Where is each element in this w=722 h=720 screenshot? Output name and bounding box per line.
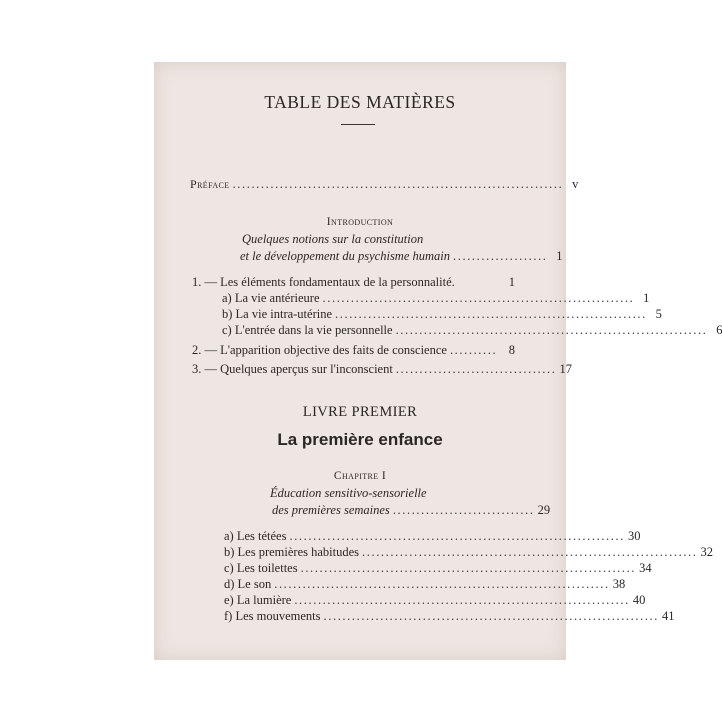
toc-entry-page: 1 (508, 275, 515, 289)
page-title: TABLE DES MATIÈRES (264, 92, 456, 112)
toc-entry-label: 1. — Les éléments fondamentaux de la personnalité. (192, 275, 455, 289)
toc-entry-page: 41 (662, 609, 675, 623)
toc-entry-page: 17 (559, 362, 572, 376)
toc-entry-2: 2. — L'apparition objective des faits de conscience .......... 8 (192, 343, 515, 357)
introduction-subtitle-line2: et le développement du psychisme humain (240, 249, 451, 263)
toc-entry-page: v (572, 177, 579, 191)
toc-entry-3: 3. — Quelques aperçus sur l'inconscient .................................. 17 (192, 362, 572, 376)
toc-entry-page: 1 (643, 291, 650, 305)
toc-entry-label: c) L'entrée dans la vie personnelle (222, 323, 393, 337)
toc-entry-ch-d: d) Le son ....................................................................... 38 (224, 577, 626, 591)
chapter-heading: Chapitre I (333, 470, 387, 482)
toc-entry-label: Préface (190, 177, 230, 191)
toc-entry-introduction: et le développement du psychisme humain .................... 1 (240, 249, 563, 263)
chapter-subtitle-line2: des premières semaines (272, 503, 390, 517)
toc-entry-page: 40 (632, 593, 646, 607)
toc-entry-label: 3. — Quelques aperçus sur l'inconscient (192, 362, 393, 376)
toc-entry-page: 32 (700, 545, 714, 559)
toc-entry-page: 8 (508, 343, 515, 357)
toc-entry-label: b) Les premières habitudes (224, 545, 360, 559)
toc-entry-ch-b: b) Les premières habitudes ....................................................................... 32 (224, 545, 714, 559)
toc-entry-label: e) La lumière (224, 593, 292, 607)
toc-entry-ch-c: c) Les toilettes ....................................................................... 34 (224, 561, 652, 575)
toc-entry-ch-f: f) Les mouvements ....................................................................... 41 (224, 609, 675, 623)
toc-entry-label: d) Le son (224, 577, 272, 591)
toc-entry-ch-e: e) La lumière ....................................................................... 40 (224, 593, 646, 607)
toc-entry-ch-a: a) Les tétées ....................................................................... 30 (224, 529, 641, 543)
toc-entry-page: 34 (639, 561, 652, 575)
toc-entry-1a: a) La vie antérieure .................................................................. 1 (222, 291, 650, 305)
toc-entry-page: 6 (716, 323, 722, 337)
book-page (154, 62, 722, 660)
toc-entry-1 (192, 274, 515, 290)
toc-entry-label: 2. — L'apparition objective des faits de conscience (192, 343, 447, 357)
toc-entry-1c: c) L'entrée dans la vie personnelle .................................................................. 6 (222, 323, 722, 337)
book-heading: LIVRE PREMIER (302, 404, 418, 420)
toc-entry-label: c) Les toilettes (224, 561, 298, 575)
toc-entry-page: 5 (655, 307, 662, 321)
toc-entry-chapter: des premières semaines .............................. 29 (272, 503, 551, 517)
chapter-subtitle-line1: Éducation sensitivo-sensorielle (270, 486, 427, 500)
toc-entry-label: a) Les tétées (224, 529, 287, 543)
toc-entry-label: b) La vie intra-utérine (222, 307, 333, 321)
toc-entry-label: f) Les mouvements (224, 609, 321, 623)
introduction-subtitle-line1: Quelques notions sur la constitution (242, 232, 424, 246)
toc-entry-preface: Préface ...................................................................... v (190, 177, 579, 191)
title-divider (341, 124, 375, 125)
toc-entry-page: 38 (612, 577, 626, 591)
book-title: La première enfance (277, 430, 443, 449)
toc-entry-page: 29 (537, 503, 551, 517)
toc-entry-page: 30 (627, 529, 641, 543)
introduction-heading: Introduction (326, 216, 394, 228)
toc-entry-label: a) La vie antérieure (222, 291, 320, 305)
toc-entry-1b: b) La vie intra-utérine .................................................................. 5 (222, 307, 662, 321)
toc-entry-page: 1 (556, 249, 563, 263)
